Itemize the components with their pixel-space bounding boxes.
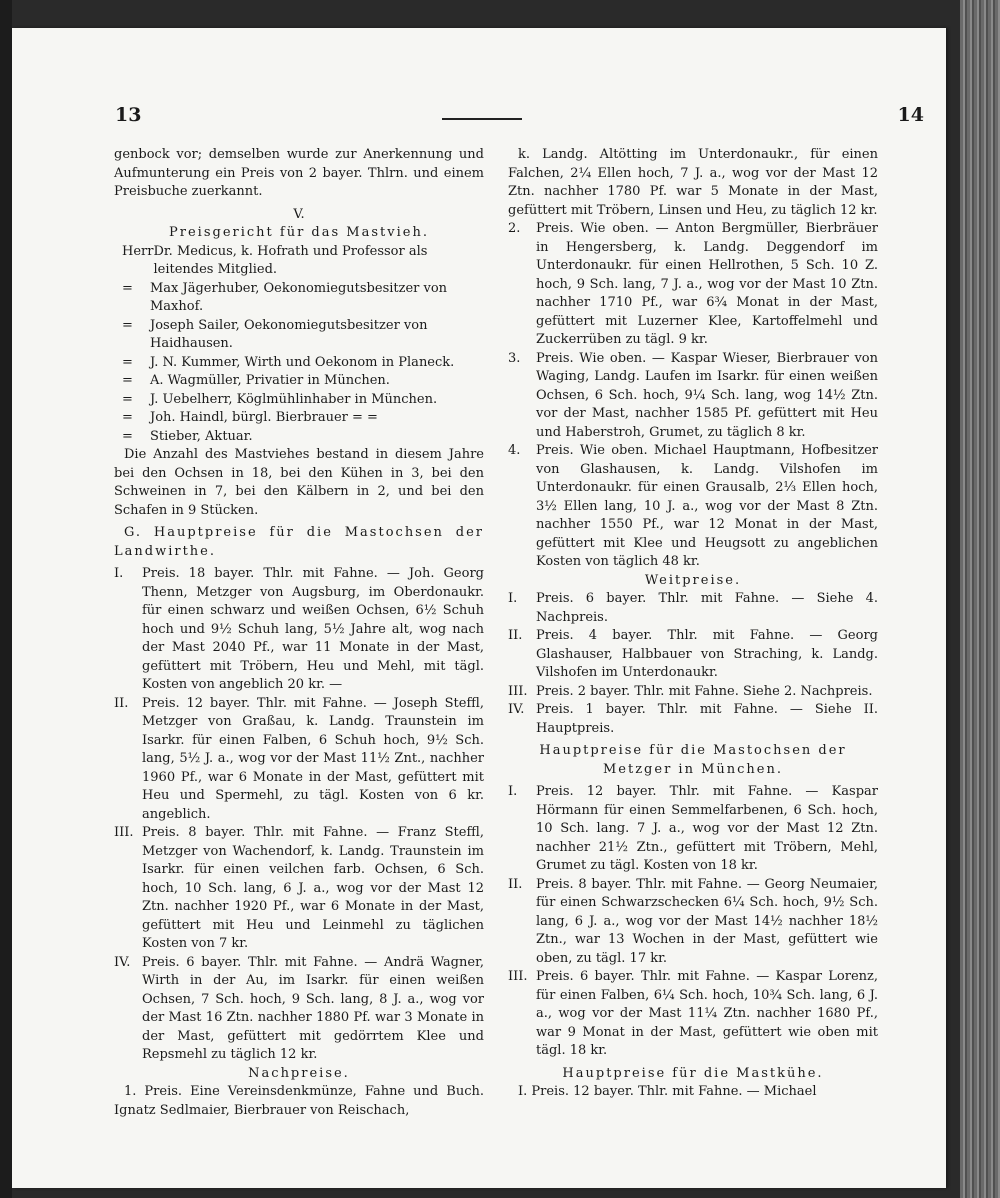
continued-text: k. Landg. Altötting im Unterdonaukr., für einen Falchen, 2¼ Ellen hoch, 7 J. a., wog vor der Mast 12 Ztn. nachher 1780 Pf. war 5 Monate in der Mast, gefüttert mit Tröbern, Linsen und Heu, zu täglich 12 kr.	[508, 147, 878, 218]
haupt-item	[508, 876, 878, 969]
jury-label: =	[122, 354, 133, 370]
prize-list	[114, 565, 484, 1065]
prizes-text: Preis. 8 bayer. Thlr. mit Fahne. — Franz Steffl, Metzger von Wachendorf, k. Landg. Traunstein im Isarkr. für einen veilchen farb. Ochsen, 6 Sch. hoch, 10 Sch. lang, 6 J. a., wog vor der Mast 12 Ztn. nachher 1920 Pf., war 6 Monate in der Mast, gefüttert mit Heu und Leinmehl zu täglichen Kosten von 7 kr.	[142, 825, 484, 951]
weit-label: I.	[508, 591, 518, 606]
prizes-item	[114, 824, 484, 954]
jury-list	[114, 243, 484, 447]
metzger-title: Hauptpreise für die Mastochsen der Metzger in München.	[539, 743, 847, 777]
weit-item	[508, 683, 878, 702]
jury-item	[114, 354, 484, 373]
nach-text: Preis. Wie oben. — Anton Bergmüller, Bierbräuer in Hengersberg, k. Landg. Deggendorf im Unterdonaukr. für einen Hellrothen, 5 Sch. 10 Z. hoch, 9 Sch. lang, 7 J. a., wog vor der Mast 10 Ztn. nachher 1710 Pf., war 6¾ Monat in der Mast, gefüttert mit Luzerner Klee, Kartoffelmehl und Zuckerrüben zu tägl. 9 kr.	[536, 221, 878, 347]
book-spine	[0, 0, 12, 1198]
weit-text: Preis. 1 bayer. Thlr. mit Fahne. — Siehe II. Hauptpreis.	[536, 702, 878, 736]
weitpreise-list	[508, 590, 878, 738]
jury-label: =	[122, 317, 133, 333]
weit-label: II.	[508, 628, 523, 643]
haupt-text: Preis. 12 bayer. Thlr. mit Fahne. — Kaspar Hörmann für einen Semmelfarbenen, 6 Sch. hoch, 10 Sch. lang. 7 J. a., wog vor der Mast 12 Ztn. nachher 21½ Ztn., gefüttert mit Tröbern, Mehl, Grumet zu tägl. Kosten von 18 kr.	[536, 784, 878, 873]
section-title: Preisgericht für das Mastvieh.	[169, 225, 429, 240]
nachpreise-list	[508, 220, 878, 572]
haupt-item	[508, 968, 878, 1061]
jury-item	[114, 391, 484, 410]
prizes-text: Preis. 18 bayer. Thlr. mit Fahne. — Joh. Georg Thenn, Metzger von Augsburg, im Oberdonaukr. für einen schwarz und weißen Ochsen, 6½ Schuh hoch und 9½ Schuh lang, 5½ Jahre alt, wog nach der Mast 2040 Pf., war 11 Monate in der Mast, gefüttert mit Tröbern, Heu und Mehl, mit tägl. Kosten von angeblich 20 kr. —	[142, 566, 484, 692]
haupt-item	[508, 783, 878, 876]
weitpreise-title: Weitpreise.	[644, 572, 742, 588]
haupt-text: Preis. 8 bayer. Thlr. mit Fahne. — Georg Neumaier, für einen Schwarzschecken 6¼ Sch. hoch, 9½ Sch. lang, 6 J. a., wog vor der Mast 14½ nachher 18½ Ztn., war 13 Wochen in der Mast, gefüttert wie oben, zu tägl. 17 kr.	[536, 876, 878, 966]
nach-label: 4.	[508, 443, 521, 458]
page-number-right: 14	[897, 104, 924, 126]
prizes-text: Preis. 6 bayer. Thlr. mit Fahne. — Andrä Wagner, Wirth in der Au, im Isarkr. für einen weißen Ochsen, 7 Sch. hoch, 9 Sch. lang, 8 J. a., wog vor der Mast 16 Ztn. nachher 1880 Pf. war 3 Monate in der Mast, gefüttert mit gedörrtem Klee und Repsmehl zu täglich 12 kr.	[142, 954, 484, 1062]
weit-label: IV.	[508, 702, 525, 717]
book-page	[12, 28, 946, 1188]
kuehe-title: Hauptpreise für die Mastkühe.	[562, 1065, 824, 1081]
jury-label: =	[122, 428, 133, 444]
jury-item	[114, 317, 484, 354]
weit-label: III.	[508, 683, 528, 699]
jury-text: J. N. Kummer, Wirth und Oekonom in Planeck.	[150, 354, 455, 370]
count-text: Die Anzahl des Mastviehes bestand in diesem Jahre bei den Ochsen in 18, bei den Kühen in 3, bei den Schweinen in 7, bei den Kälbern in 2, und bei den Schafen in 9 Stücken.	[114, 447, 484, 518]
header-rule	[442, 118, 522, 120]
weit-item	[508, 590, 878, 627]
jury-text: J. Uebelherr, Köglmühlinhaber in München.	[150, 391, 438, 407]
weit-item	[508, 701, 878, 738]
jury-item	[114, 372, 484, 391]
intro-text: genbock vor; demselben wurde zur Anerkennung und Aufmunterung ein Preis von 2 bayer. Thlrn. und einem Preisbuche zuerkannt.	[114, 147, 484, 199]
haupt-label: II.	[508, 876, 523, 892]
haupt-label: III.	[508, 969, 528, 984]
jury-text: Stieber, Aktuar.	[150, 428, 253, 444]
left-column	[114, 146, 484, 1120]
prizes-item	[114, 695, 484, 825]
metzger-prize-list	[508, 783, 878, 1061]
right-column	[508, 146, 878, 1102]
weit-text: Preis. 4 bayer. Thlr. mit Fahne. — Georg Glashauser, Halbbauer von Straching, k. Landg. Vilshofen im Unterdonaukr.	[536, 628, 878, 680]
jury-label: Herr	[122, 243, 154, 259]
nach-label: 2.	[508, 221, 521, 236]
prizes-item	[114, 954, 484, 1065]
prizes-text: Preis. 12 bayer. Thlr. mit Fahne. — Joseph Steffl, Metzger von Graßau, k. Landg. Traunstein im Isarkr. für einen Falben, 6 Schuh hoch, 9½ Sch. lang, 5½ J. a., wog vor der Mast 11½ Znt., nachher 1960 Pf., war 6 Monate in der Mast, gefüttert mit Heu und Spermehl, zu tägl. Kosten von 6 kr. angeblich.	[142, 695, 484, 822]
jury-label: =	[122, 280, 133, 296]
jury-label: =	[122, 373, 133, 388]
nach-label: 3.	[508, 350, 521, 366]
jury-label: =	[122, 410, 133, 425]
jury-label: =	[122, 391, 133, 407]
nach-item	[508, 442, 878, 572]
prizes-label: I.	[114, 566, 124, 581]
jury-text: Dr. Medicus, k. Hofrath und Professor als leitendes Mitglied.	[153, 243, 428, 277]
nachpreis-1: 1. Preis. Eine Vereinsdenkmünze, Fahne und Buch. Ignatz Sedlmaier, Bierbrauer von Reischach,	[114, 1084, 484, 1118]
jury-item	[114, 243, 484, 280]
jury-text: Joseph Sailer, Oekonomiegutsbesitzer von Haidhausen.	[150, 317, 428, 351]
prizes-item	[114, 565, 484, 695]
jury-text: A. Wagmüller, Privatier in München.	[150, 373, 390, 388]
jury-text: Joh. Haindl, bürgl. Bierbrauer = =	[150, 410, 378, 425]
nachpreise-title: Nachpreise.	[248, 1065, 350, 1081]
section-number: V.	[293, 206, 305, 222]
haupt-label: I.	[508, 784, 518, 799]
kuehe-first: I. Preis. 12 bayer. Thlr. mit Fahne. — Michael	[518, 1084, 817, 1099]
nach-text: Preis. Wie oben. — Kaspar Wieser, Bierbrauer von Waging, Landg. Laufen im Isarkr. für einen weißen Ochsen, 6 Sch. hoch, 9¼ Sch. lang, wog 14½ Ztn. vor der Mast, nachher 1585 Pf. gefüttert mit Heu und Haberstroh, Grumet, zu täglich 8 kr.	[536, 350, 878, 440]
haupt-text: Preis. 6 bayer. Thlr. mit Fahne. — Kaspar Lorenz, für einen Falben, 6¼ Sch. hoch, 10¾ Sch. lang, 6 J. a., wog vor der Mast 11¼ Ztn. nachher 1680 Pf., war 9 Monat in der Mast, gefüttert wie oben mit tägl. 18 kr.	[536, 969, 878, 1058]
page-number-left: 13	[115, 104, 142, 126]
nach-item	[508, 220, 878, 350]
weit-text: Preis. 6 bayer. Thlr. mit Fahne. — Siehe 4. Nachpreis.	[536, 591, 878, 625]
jury-item	[114, 428, 484, 447]
nach-item	[508, 350, 878, 443]
prizes-label: II.	[114, 695, 129, 711]
jury-item	[114, 409, 484, 428]
book-edge	[960, 0, 1000, 1198]
section-g-title: G. Hauptpreise für die Mastochsen der Landwirthe.	[114, 525, 484, 559]
jury-text: Max Jägerhuber, Oekonomiegutsbesitzer von Maxhof.	[150, 280, 448, 314]
prizes-label: IV.	[114, 954, 131, 970]
prizes-label: III.	[114, 825, 134, 840]
weit-item	[508, 627, 878, 683]
jury-item	[114, 280, 484, 317]
weit-text: Preis. 2 bayer. Thlr. mit Fahne. Siehe 2. Nachpreis.	[536, 683, 873, 699]
nach-text: Preis. Wie oben. Michael Hauptmann, Hofbesitzer von Glashausen, k. Landg. Vilshofen im Unterdonaukr. für einen Grausalb, 2⅓ Ellen hoch, 3½ Ellen lang, 10 J. a., wog vor der Mast 8 Ztn. nachher 1550 Pf., war 12 Monat in der Mast, gefüttert mit Klee und Heugsott zu angeblichen Kosten von täglich 48 kr.	[536, 443, 878, 569]
